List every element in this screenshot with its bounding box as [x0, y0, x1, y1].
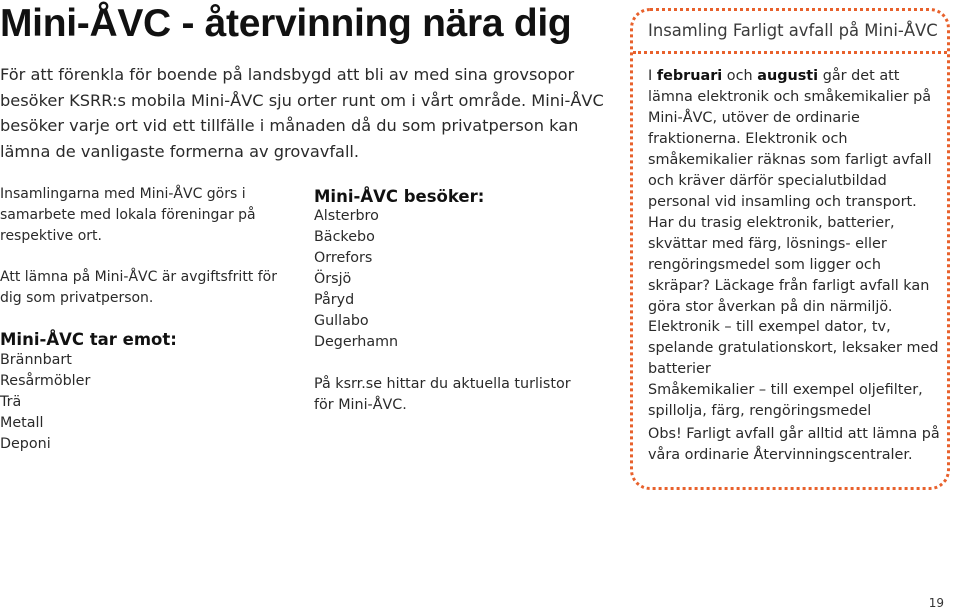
box-paragraph-question: Har du trasig elektronik, batterier, skvättar med färg, lösnings- eller rengöringsmedel som ligger och skräpar? Läckage från farligt avfall kan göra stor åverkan på din närmiljö. — [648, 215, 930, 315]
intro-paragraph: För att förenkla för boende på landsbygd att bli av med sina grovsopor besöker KSRR:s mobila Mini-ÅVC sju orter runt om i vårt område. Mini-ÅVC besöker varje ort vid ett tillfälle i månaden då du som privatperson kan lämna de vanligaste formerna av grovavfall. — [0, 65, 604, 161]
electronics-examples: Elektronik – till exempel dator, tv, spelande gratulationskort, leksaker med batterier — [648, 319, 939, 377]
list-item: Alsterbro — [314, 208, 379, 224]
accepts-heading: Mini-ÅVC tar emot: — [0, 330, 177, 349]
box-divider — [633, 51, 947, 54]
list-item: Trä — [0, 394, 22, 410]
list-item: Brännbart — [0, 352, 72, 368]
month-august: augusti — [757, 68, 819, 84]
list-item: Resårmöbler — [0, 373, 91, 389]
text-span: I — [648, 68, 657, 84]
list-item: Deponi — [0, 436, 51, 452]
list-item: Bäckebo — [314, 229, 375, 245]
chemicals-examples: Småkemikalier – till exempel oljefilter, spillolja, färg, rengöringsmedel — [648, 382, 923, 419]
month-february: februari — [656, 68, 723, 84]
list-item: Orrefors — [314, 250, 373, 266]
box-title: Insamling Farligt avfall på Mini-ÅVC — [648, 21, 938, 40]
page-number: 19 — [928, 596, 944, 610]
box-paragraph-collection — [648, 66, 940, 213]
schedule-note: På ksrr.se hittar du aktuella turlistor för Mini-ÅVC. — [314, 376, 571, 413]
text-span: och — [722, 68, 758, 84]
box-paragraph-note: Obs! Farligt avfall går alltid att lämna på våra ordinarie Återvinningscentraler. — [648, 426, 940, 463]
list-item: Metall — [0, 415, 44, 431]
list-item: Örsjö — [314, 271, 352, 287]
list-item: Degerhamn — [314, 334, 399, 350]
list-item: Gullabo — [314, 313, 369, 329]
page-title: Mini-ÅVC - återvinning nära dig — [0, 2, 572, 45]
visits-list — [314, 206, 398, 353]
visits-heading: Mini-ÅVC besöker: — [314, 187, 485, 206]
free-of-charge-paragraph: Att lämna på Mini-ÅVC är avgiftsfritt för dig som privatperson. — [0, 269, 277, 306]
list-item: Påryd — [314, 292, 355, 308]
box-paragraph-examples — [648, 317, 940, 422]
accepts-list — [0, 350, 90, 455]
cooperation-paragraph: Insamlingarna med Mini-ÅVC görs i samarbete med lokala föreningar på respektive ort. — [0, 186, 256, 244]
text-span: går det att lämna elektronik och småkemikalier på Mini-ÅVC, utöver de ordinarie fraktionerna. Elektronik och småkemikalier räknas som farligt avfall och kräver därför specialutbildad personal vid insamling och transport. — [648, 68, 932, 210]
